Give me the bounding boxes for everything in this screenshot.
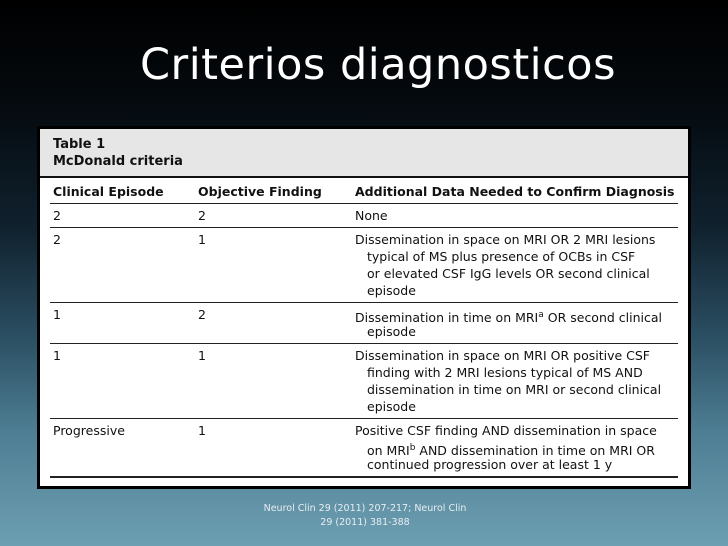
table-number: Table 1 (53, 137, 106, 152)
footnote-b: b (409, 443, 416, 453)
table-image-frame (37, 126, 691, 489)
footnote-a: a (538, 310, 544, 320)
row4-episode: 1 (53, 348, 61, 363)
row5-data-line2-text: on MRI (367, 443, 410, 459)
row1-data: None (355, 208, 388, 223)
row-divider (50, 343, 678, 344)
row3-data-line2: episode (367, 324, 416, 339)
citation-line1: Neurol Clin 29 (2011) 207-217; Neurol Clin (263, 503, 467, 514)
row4-data-line1: Dissemination in space on MRI OR positive CSF (355, 348, 651, 363)
row2-data-line4: episode (367, 283, 416, 298)
citation-line2: 29 (2011) 381-388 (320, 517, 410, 528)
header-additional-data: Additional Data Needed to Confirm Diagnosis (355, 184, 675, 199)
row3-data-line1-text: Dissemination in time on MRI (355, 310, 539, 326)
row5-finding: 1 (198, 423, 206, 438)
row-divider (50, 302, 678, 303)
row4-data-line3: dissemination in time on MRI or second clinical (367, 382, 662, 397)
row-divider (50, 418, 678, 419)
row3-episode: 1 (53, 307, 61, 322)
row2-data-line2: typical of MS plus presence of OCBs in CSF (367, 249, 636, 264)
row2-episode: 2 (53, 232, 61, 247)
row4-data-line4: episode (367, 399, 416, 414)
table-caption (40, 129, 688, 178)
table-name: McDonald criteria (53, 154, 183, 169)
slide-title: Criterios diagnosticos (140, 40, 616, 90)
header-divider (50, 203, 678, 204)
row5-data-line2-rest: AND dissemination in time on MRI OR (415, 443, 655, 459)
row4-data-line2: finding with 2 MRI lesions typical of MS AND (367, 365, 643, 380)
row-divider (50, 227, 678, 228)
row1-episode: 2 (53, 208, 61, 223)
mcdonald-criteria-table (40, 129, 688, 486)
row2-data-line3: or elevated CSF IgG levels OR second clinical (367, 266, 650, 281)
row1-finding: 2 (198, 208, 206, 223)
row4-finding: 1 (198, 348, 206, 363)
row5-episode: Progressive (53, 423, 125, 438)
row5-data-line1: Positive CSF finding AND dissemination in space (355, 423, 657, 438)
row2-data-line1: Dissemination in space on MRI OR 2 MRI lesions (355, 232, 656, 247)
row2-finding: 1 (198, 232, 206, 247)
row5-data-line3: continued progression over at least 1 y (367, 457, 613, 472)
citation (250, 502, 480, 530)
header-objective-finding: Objective Finding (198, 184, 322, 199)
row3-finding: 2 (198, 307, 206, 322)
table-bottom-rule (50, 476, 678, 478)
row3-data-line1-rest: OR second clinical (543, 310, 663, 326)
header-clinical-episode: Clinical Episode (53, 184, 164, 199)
